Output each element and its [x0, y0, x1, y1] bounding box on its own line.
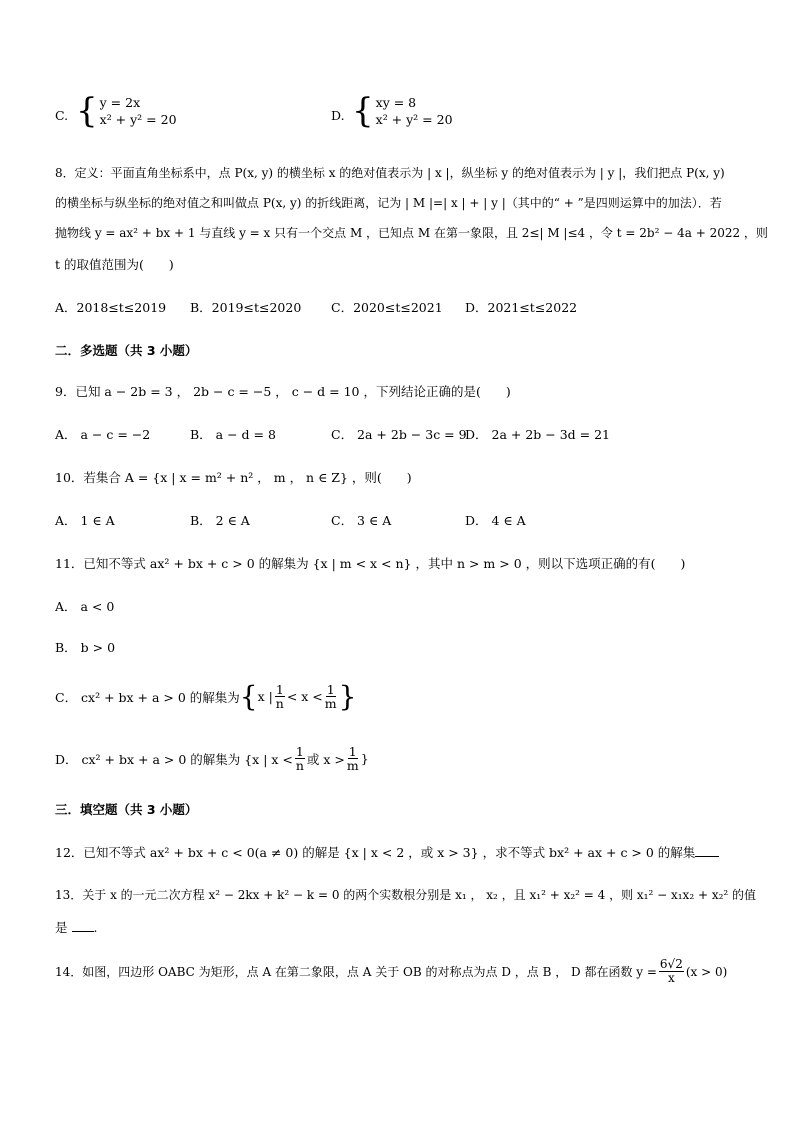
fraction-numerator: 1 — [348, 744, 357, 759]
q10-option-a: A． 1 ∈ A — [55, 513, 115, 528]
q10-option-b: B． 2 ∈ A — [190, 513, 250, 528]
q8-option-d: D．2021≤t≤2022 — [465, 300, 578, 315]
q14-suffix: (x > 0) — [685, 964, 728, 979]
q9-option-a: A． a − c = −2 — [55, 427, 151, 442]
q9-option-d: D． 2a + 2b − 3d = 21 — [465, 427, 610, 442]
q11-option-c-set-left: x | — [257, 689, 273, 704]
fraction-denominator: n — [295, 758, 304, 773]
q11-option-d-mid: 或 x > — [306, 751, 345, 767]
q11-option-d-prefix: D． cx² + bx + a > 0 的解集为 {x | x < — [55, 751, 293, 767]
q8-option-a: A．2018≤t≤2019 — [55, 300, 167, 315]
fraction-numerator: 1 — [295, 744, 304, 759]
q8-stem-line-1: 8．定义：平面直角坐标系中，点 P(x, y) 的横坐标 x 的绝对值表示为 | x |，纵坐标 y 的绝对值表示为 | y |，我们把点 P(x, y) — [55, 166, 725, 180]
q8-stem-line-2: 的横坐标与纵坐标的绝对值之和叫做点 P(x, y) 的折线距离，记为 | M |=| x | + | y |（其中的“ + ”是四则运算中的加法）．若 — [55, 196, 722, 210]
q10-stem: 10．若集合 A = {x | x = m² + n² ， m ， n ∈ Z} ，则( ) — [55, 470, 412, 485]
q9-option-b: B． a − d = 8 — [190, 427, 276, 442]
q12-stem — [55, 843, 719, 861]
q7-option-c-equation-1: y = 2x — [99, 95, 141, 110]
q13-stem-line-1: 13．关于 x 的一元二次方程 x² − 2kx + k² − k = 0 的两个实数根分别是 x₁ ， x₂ ，且 x₁² + x₂² = 4 ，则 x₁² − x₁x₂ + x₂² 的值 — [55, 888, 757, 902]
q11-option-c-prefix: C． cx² + bx + a > 0 的解集为 — [55, 689, 240, 705]
q13-stem-line-2 — [55, 918, 97, 936]
answer-blank[interactable] — [72, 919, 94, 932]
q11-option-b: B． b > 0 — [55, 640, 116, 655]
q13-line-2-prefix: 是 — [55, 920, 68, 935]
q10-option-c: C． 3 ∈ A — [331, 513, 392, 528]
q11-option-c-mid: < x < — [286, 689, 323, 704]
left-brace-icon: { — [76, 91, 98, 131]
q11-option-a: A． a < 0 — [55, 599, 115, 614]
fraction-numerator: 1 — [326, 682, 335, 697]
section-heading-fill-in: 三．填空题（共 3 小题） — [55, 802, 198, 817]
q9-option-c: C． 2a + 2b − 3c = 9 — [331, 427, 467, 442]
q7-option-d-equation-1: xy = 8 — [375, 95, 417, 110]
q11-stem: 11．已知不等式 ax² + bx + c > 0 的解集为 {x | m < x < n} ，其中 n > m > 0 ，则以下选项正确的有( ) — [55, 556, 686, 571]
q8-stem-line-4: t 的取值范围为( ) — [55, 257, 174, 272]
q11-option-d-suffix: } — [360, 751, 369, 766]
section-heading-multiple-choice: 二．多选题（共 3 小题） — [55, 343, 198, 358]
fraction-numerator: 6√2 — [659, 957, 683, 971]
answer-blank[interactable] — [695, 844, 719, 857]
q7-option-d-equation-2: x² + y² = 20 — [375, 112, 453, 127]
fraction — [275, 683, 285, 710]
q9-stem: 9．已知 a − 2b = 3 ， 2b − c = −5 ， c − d = 10 ，下列结论正确的是( ) — [55, 384, 511, 399]
left-brace-icon: { — [239, 680, 258, 713]
fraction — [325, 683, 337, 710]
left-brace-icon: { — [352, 91, 374, 131]
q10-option-d: D． 4 ∈ A — [465, 513, 526, 528]
q14-stem — [55, 958, 727, 985]
q8-option-c: C．2020≤t≤2021 — [331, 300, 443, 315]
q12-stem-text: 12．已知不等式 ax² + bx + c < 0(a ≠ 0) 的解是 {x | x < 2 ，或 x > 3} ，求不等式 bx² + ax + c > 0 的解集 — [55, 845, 696, 860]
q7-option-d-label: D. — [331, 108, 345, 123]
q13-line-2-suffix: . — [93, 920, 98, 935]
fraction — [659, 958, 684, 985]
q7-option-c-equation-2: x² + y² = 20 — [99, 112, 177, 127]
fraction-numerator: 1 — [275, 682, 284, 697]
fraction — [295, 745, 305, 772]
right-brace-icon: } — [338, 680, 357, 713]
q11-option-d — [55, 745, 369, 772]
q8-option-b: B．2019≤t≤2020 — [190, 300, 302, 315]
q14-stem-text: 14．如图，四边形 OABC 为矩形，点 A 在第二象限，点 A 关于 OB 的对称点为点 D ，点 B ， D 都在函数 y = — [55, 965, 657, 979]
q11-option-c — [55, 680, 356, 713]
q7-option-c-label: C. — [55, 108, 69, 123]
q7-option-c-system — [76, 91, 177, 131]
fraction — [347, 745, 359, 772]
q8-stem-line-3: 抛物线 y = ax² + bx + 1 与直线 y = x 只有一个交点 M ，已知点 M 在第一象限，且 2≤| M |≤4 ，令 t = 2b² − 4a + 2022 ，则 — [55, 226, 768, 240]
q7-option-d-system — [352, 91, 453, 131]
fraction-denominator: x — [667, 971, 675, 985]
fraction-denominator: m — [346, 758, 359, 773]
fraction-denominator: m — [324, 696, 337, 711]
fraction-denominator: n — [275, 696, 284, 711]
